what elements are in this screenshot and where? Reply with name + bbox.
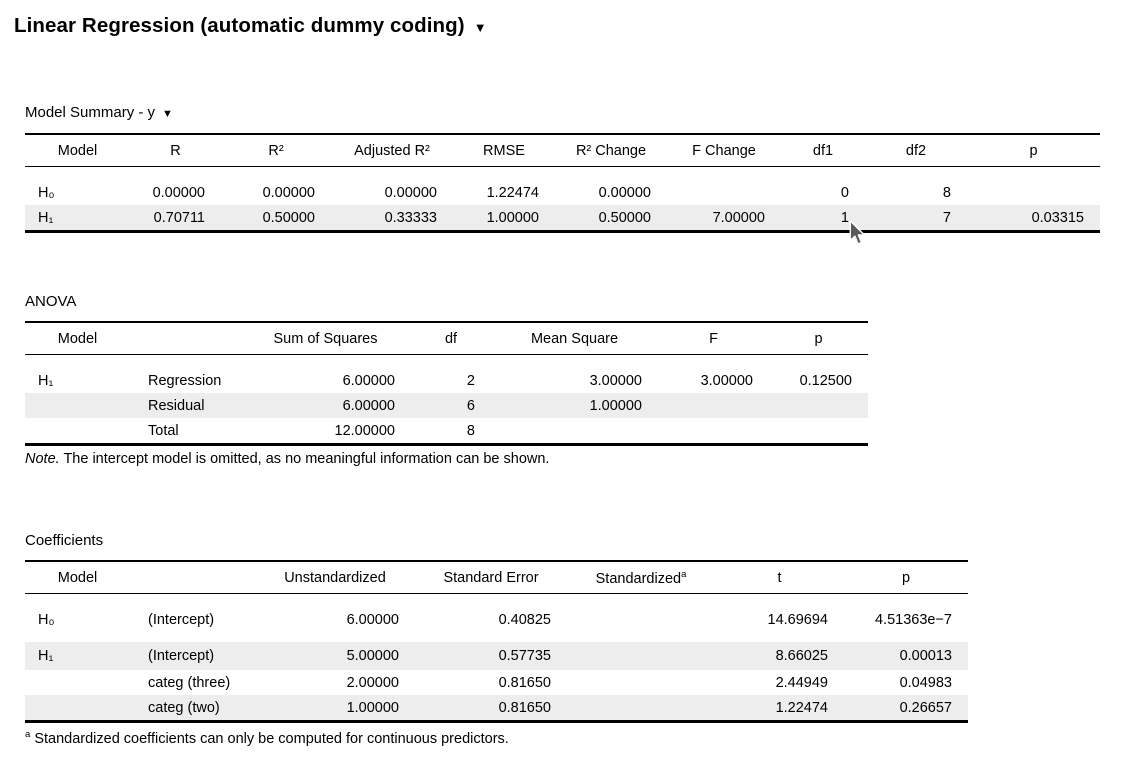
col-header-t: t <box>715 561 844 594</box>
cell-term: (Intercept) <box>130 642 255 670</box>
cell-t: 8.66025 <box>715 642 844 670</box>
cell-df1: 1 <box>781 205 865 232</box>
table-row <box>25 393 868 418</box>
header-row <box>25 561 968 594</box>
col-header-mean-square: Mean Square <box>491 322 658 355</box>
anova-title: ANOVA <box>25 293 77 310</box>
cell-term: categ (three) <box>148 674 231 691</box>
col-header-df: df <box>411 322 491 355</box>
cell-p: 4.51363e−7 <box>874 611 952 628</box>
cell-unstandardized: 6.00000 <box>346 611 399 628</box>
cell-f: 3.00000 <box>700 372 753 389</box>
cell-f-change <box>667 180 781 205</box>
cell-standardized <box>567 607 715 632</box>
standardized-label: Standardized <box>595 570 682 587</box>
cell-rmse: 1.00000 <box>453 205 555 232</box>
cell-sum-of-squares: 12.00000 <box>240 418 411 445</box>
col-header-model: Model <box>25 134 130 167</box>
cell-unstandardized: 2.00000 <box>346 674 399 691</box>
spacer-cell <box>25 167 1100 181</box>
cell-adjusted-r2: 0.00000 <box>384 184 437 201</box>
table-row <box>25 607 968 632</box>
model-summary-section-label[interactable] <box>25 104 173 121</box>
note-text: The intercept model is omitted, as no meaningful information can be shown. <box>59 451 550 467</box>
cell-t: 1.22474 <box>715 695 844 722</box>
anova-note <box>25 451 549 467</box>
cell-p: 0.04983 <box>899 674 952 691</box>
table-row <box>25 205 1100 232</box>
cell-mean-square <box>491 418 658 445</box>
model-summary-title: Model Summary - y <box>25 104 156 121</box>
col-header-f: F <box>658 322 769 355</box>
cell-p <box>769 393 868 418</box>
cell-df: 8 <box>411 418 491 445</box>
table-row <box>25 368 868 393</box>
cell-mean-square: 3.00000 <box>589 372 642 389</box>
table-row <box>25 642 968 670</box>
model-summary-table <box>25 133 1100 233</box>
cell-term: Total <box>130 418 240 445</box>
col-header-r2-change: R² Change <box>555 134 667 167</box>
cell-model: H₁ <box>25 642 130 670</box>
spacer-row <box>25 594 968 608</box>
cell-model: H₁ <box>38 372 54 389</box>
col-header-standardized <box>567 561 715 594</box>
cell-standard-error: 0.57735 <box>415 642 567 670</box>
cell-df2: 8 <box>942 184 951 201</box>
anova-section-label[interactable] <box>25 293 76 310</box>
cell-sum-of-squares: 6.00000 <box>240 393 411 418</box>
table-row <box>25 670 968 695</box>
cell-term: (Intercept) <box>148 611 215 628</box>
analysis-title-text: Linear Regression (automatic dummy coding) <box>14 14 465 37</box>
cell-r2-change: 0.50000 <box>555 205 667 232</box>
coefficients-footnote <box>25 729 509 747</box>
spacer-row <box>25 167 1100 181</box>
table-row <box>25 418 868 445</box>
table-row <box>25 180 1100 205</box>
header-row <box>25 134 1100 167</box>
cell-r: 0.00000 <box>152 184 205 201</box>
cell-term: Residual <box>130 393 240 418</box>
cell-rmse: 1.22474 <box>486 184 539 201</box>
analysis-title[interactable] <box>14 14 487 38</box>
coefficients-table <box>25 560 968 723</box>
col-header-sum-of-squares: Sum of Squares <box>240 322 411 355</box>
footnote-marker: a <box>25 729 31 740</box>
col-header-df2: df2 <box>865 134 967 167</box>
col-header-adjusted-r2: Adjusted R² <box>331 134 453 167</box>
col-header-model: Model <box>25 561 130 594</box>
cell-r2: 0.00000 <box>262 184 315 201</box>
col-header-rmse: RMSE <box>453 134 555 167</box>
col-header-r: R <box>130 134 221 167</box>
cell-term: categ (two) <box>130 695 255 722</box>
cell-df1: 0 <box>840 184 849 201</box>
cell-p <box>769 418 868 445</box>
cell-term: Regression <box>148 372 222 389</box>
anova-table <box>25 321 868 446</box>
cell-p: 0.03315 <box>967 205 1100 232</box>
coefficients-section-label[interactable] <box>25 532 103 549</box>
cell-model <box>25 393 130 418</box>
cell-df: 2 <box>466 372 475 389</box>
cell-df2: 7 <box>865 205 967 232</box>
cell-model: H₁ <box>25 205 130 232</box>
cell-model <box>25 670 130 695</box>
cell-f <box>658 393 769 418</box>
col-header-df1: df1 <box>781 134 865 167</box>
cell-model: H₀ <box>38 611 55 628</box>
col-header-standard-error: Standard Error <box>415 561 567 594</box>
cell-standard-error: 0.81650 <box>498 674 551 691</box>
cell-model <box>25 695 130 722</box>
footnote-marker: a <box>681 568 687 580</box>
cell-sum-of-squares: 6.00000 <box>342 372 395 389</box>
spacer-cell <box>25 594 968 608</box>
spacer-cell <box>25 632 968 642</box>
cell-p: 0.12500 <box>799 372 852 389</box>
chevron-down-icon[interactable]: ▼ <box>162 107 173 120</box>
cell-df: 6 <box>411 393 491 418</box>
spacer-row <box>25 632 968 642</box>
col-header-r2: R² <box>221 134 331 167</box>
coefficients-title: Coefficients <box>25 532 104 549</box>
col-header-p: p <box>769 322 868 355</box>
cell-standard-error: 0.40825 <box>498 611 551 628</box>
cell-model: H₀ <box>38 184 55 201</box>
spacer-cell <box>25 355 868 369</box>
col-header-f-change: F Change <box>667 134 781 167</box>
cell-model <box>25 418 130 445</box>
cell-standardized <box>567 642 715 670</box>
cell-standardized <box>567 670 715 695</box>
cell-standardized <box>567 695 715 722</box>
col-header-unstandardized: Unstandardized <box>255 561 415 594</box>
cell-adjusted-r2: 0.33333 <box>331 205 453 232</box>
cell-f-change: 7.00000 <box>667 205 781 232</box>
cell-r2-change: 0.00000 <box>598 184 651 201</box>
table-row <box>25 695 968 722</box>
col-header-model: Model <box>25 322 130 355</box>
chevron-down-icon[interactable]: ▼ <box>473 19 487 35</box>
col-header-term <box>130 561 255 594</box>
cell-t: 2.44949 <box>775 674 828 691</box>
footnote-text: Standardized coefficients can only be computed for continuous predictors. <box>30 730 509 747</box>
cell-standard-error: 0.81650 <box>415 695 567 722</box>
cell-r: 0.70711 <box>130 205 221 232</box>
spacer-row <box>25 355 868 369</box>
col-header-term <box>130 322 240 355</box>
cell-p <box>967 180 1100 205</box>
col-header-p: p <box>967 134 1100 167</box>
col-header-p: p <box>844 561 968 594</box>
cell-unstandardized: 5.00000 <box>255 642 415 670</box>
cell-f <box>658 418 769 445</box>
note-label: Note. <box>25 451 60 467</box>
cell-p: 0.26657 <box>844 695 968 722</box>
cell-p: 0.00013 <box>844 642 968 670</box>
cell-mean-square: 1.00000 <box>491 393 658 418</box>
cell-unstandardized: 1.00000 <box>255 695 415 722</box>
cell-t: 14.69694 <box>767 611 828 628</box>
cell-r2: 0.50000 <box>221 205 331 232</box>
header-row <box>25 322 868 355</box>
